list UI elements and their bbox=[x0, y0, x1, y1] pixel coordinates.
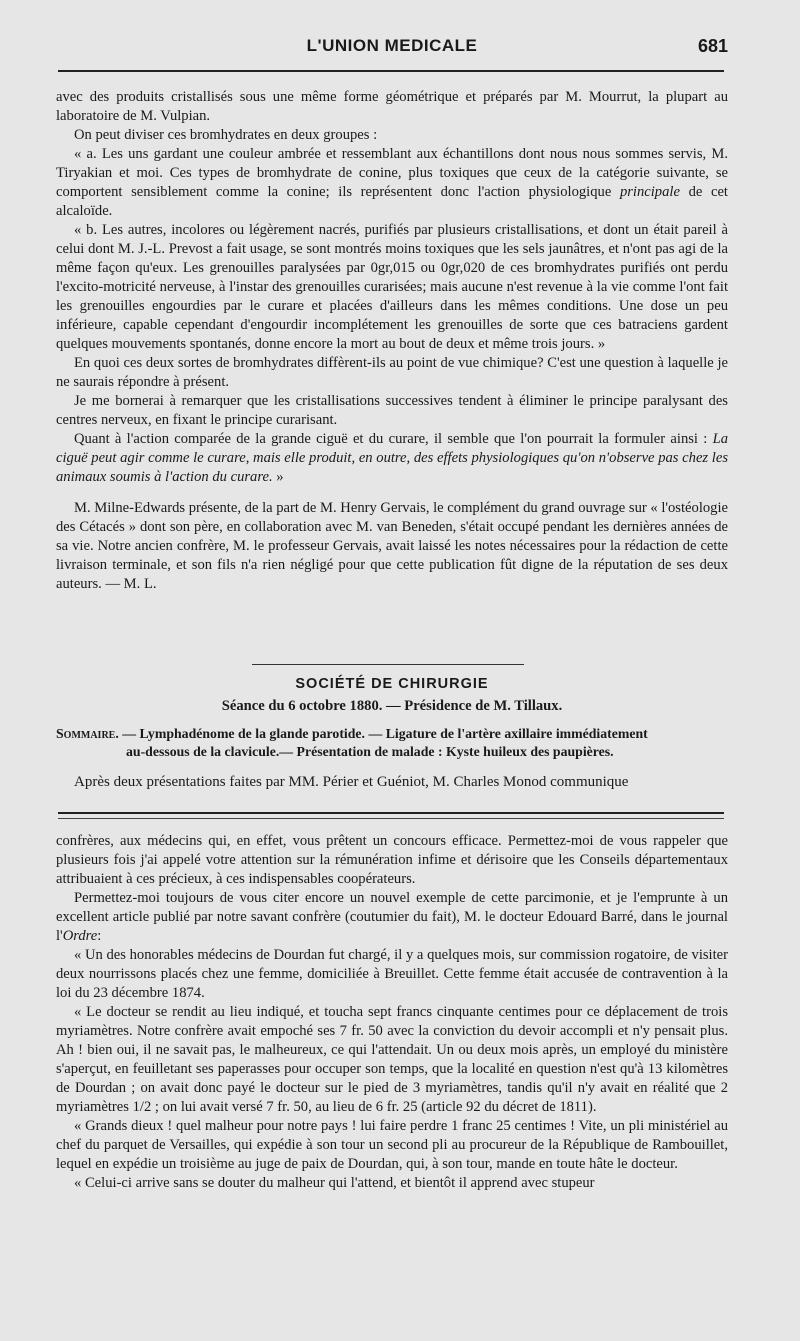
paragraph: M. Milne-Edwards présente, de la part de M. Henry Gervais, le complément du grand ouvrage sur « l'ostéologie des Cétacés » dont son père, en collaboration avec M. van Beneden, s'était occupé pendant les dernières années de sa vie. Notre ancien confrère, M. le professeur Gervais, avait laissé les notes nécessaires pour la rédaction de cette livraison terminale, et son fils n'a rien négligé pour que cette publication fût digne de la réputation de ses deux auteurs. — M. L. bbox=[56, 500, 728, 592]
journal-title: L'UNION MEDICALE bbox=[306, 36, 478, 55]
top-text-block bbox=[56, 88, 728, 594]
paragraph: Permettez-moi toujours de vous citer encore un nouvel exemple de cette parcimonie, et je l'emprunte à un excellent article publié par notre savant confrère (coutumier du fait), M. le docteur Edouard Barré, dans le journal l'Ordre: bbox=[56, 890, 728, 944]
section-title: SOCIÉTÉ DE CHIRURGIE bbox=[295, 676, 489, 692]
divider-thick bbox=[58, 812, 724, 814]
section-separator bbox=[252, 664, 524, 665]
paragraph: On peut diviser ces bromhydrates en deux groupes : bbox=[74, 127, 378, 143]
paragraph: « a. Les uns gardant une couleur ambrée et ressemblant aux échantillons dont nous nous sommes servis, M. Tiryakian et moi. Ces types de bromhydrate de conine, plus toxiques que ceux de la catégorie suivante, se comportent sensiblement comme la conine; ils représentent donc l'action physiologique principale de cet alcaloïde. bbox=[56, 146, 728, 219]
paragraph: En quoi ces deux sortes de bromhydrates diffèrent-ils au point de vue chimique? C'est une question à laquelle je ne saurais répondre à présent. bbox=[56, 355, 728, 390]
section-intro: Après deux présentations faites par MM. Périer et Guéniot, M. Charles Monod communique bbox=[74, 774, 629, 790]
paragraph: « b. Les autres, incolores ou légèrement nacrés, purifiés par plusieurs cristallisations, et dont un était pareil à celui dont M. J.-L. Prevost a fait usage, se sont montrés moins toxiques que les sels jaunâtres, et n'ont pas agi de la même façon qu'eux. Les grenouilles paralysées par 0gr,015 ou 0gr,020 de ces bromhydrates purifiés ont perdu l'excito-motricité nerveuse, à l'instar des grenouilles curarisées; mais aucune n'est revenue à la vie comme l'ont fait les grenouilles engourdies par le curare et placées d'ailleurs dans les mêmes conditions. Une dose un peu inférieure, capable cependant d'engourdir incomplétement les grenouilles de sorte que ces batraciens gardent quelques mouvements spontanés, donne encore la mort au bout de deux et même trois jours. » bbox=[56, 222, 728, 352]
paragraph: confrères, aux médecins qui, en effet, vous prêtent un concours efficace. Permettez-moi de vous rappeler que plusieurs fois j'ai appelé votre attention sur la rémunération infime et dérisoire que les Conseils départementaux attribuaient à ces précieux, à ces indispensables coopérateurs. bbox=[56, 833, 728, 887]
session-line: Séance du 6 octobre 1880. — Présidence de M. Tillaux. bbox=[221, 698, 563, 714]
page-number: 681 bbox=[697, 36, 728, 56]
divider-thin bbox=[58, 818, 724, 819]
page-header bbox=[56, 36, 728, 66]
summary: Sommaire. — Lymphadénome de la glande parotide. — Ligature de l'artère axillaire immédiatement au-dessous de la clavicule.— Présentation de malade : Kyste huileux des paupières. bbox=[56, 726, 648, 759]
header-rule bbox=[58, 70, 724, 72]
section-block bbox=[56, 676, 728, 792]
bottom-text-block bbox=[56, 832, 728, 1193]
paragraph: « Celui-ci arrive sans se douter du malheur qui l'attend, et bientôt il apprend avec stupeur bbox=[74, 1175, 595, 1191]
paragraph: avec des produits cristallisés sous une même forme géométrique et préparés par M. Mourrut, la plupart au laboratoire de M. Vulpian. bbox=[56, 89, 728, 124]
paragraph: « Un des honorables médecins de Dourdan fut chargé, il y a quelques mois, sur commission rogatoire, de visiter deux nourrissons placés chez une femme, domiciliée à Breuillet. Cette femme était accusée de contravention à la loi du 23 décembre 1874. bbox=[56, 947, 728, 1001]
paragraph: Je me bornerai à remarquer que les cristallisations successives tendent à éliminer le principe paralysant des centres nerveux, en fixant le principe curarisant. bbox=[56, 393, 728, 428]
paragraph: « Le docteur se rendit au lieu indiqué, et toucha sept francs cinquante centimes pour ce déplacement de trois myriamètres. Notre confrère avait empoché ses 7 fr. 50 avec la conviction du devoir accompli et n'y pensait plus. Ah ! bien oui, il ne savait pas, le malheureux, ce qui l'attendait. Un ou deux mois après, un employé du ministère s'aperçut, en feuilletant ses paperasses pour occuper son temps, que la localité en question n'est qu'à 13 kilomètres de Dourdan ; on avait donc payé le docteur sur le pied de 3 myriamètres, tandis qu'il n'y avait en réalité que 2 myriamètres 1/2 ; on lui avait versé 7 fr. 50, au lieu de 6 fr. 25 (article 92 du décret de 1811). bbox=[56, 1004, 728, 1115]
paragraph: « Grands dieux ! quel malheur pour notre pays ! lui faire perdre 1 franc 25 centimes ! Vite, un pli ministériel au chef du parquet de Versailles, qui expédie à son tour un second pli au procureur de la République de Rambouillet, lequel en expédie un troisième au juge de paix de Dourdan, qui, à son tour, mande en toute hâte le docteur. bbox=[56, 1118, 728, 1172]
paragraph: Quant à l'action comparée de la grande ciguë et du curare, il semble que l'on pourrait la formuler ainsi : La ciguë peut agir comme le curare, mais elle produit, en outre, des effets physiologiques qu'on n'observe pas chez les animaux soumis à l'action du curare. » bbox=[56, 431, 728, 485]
